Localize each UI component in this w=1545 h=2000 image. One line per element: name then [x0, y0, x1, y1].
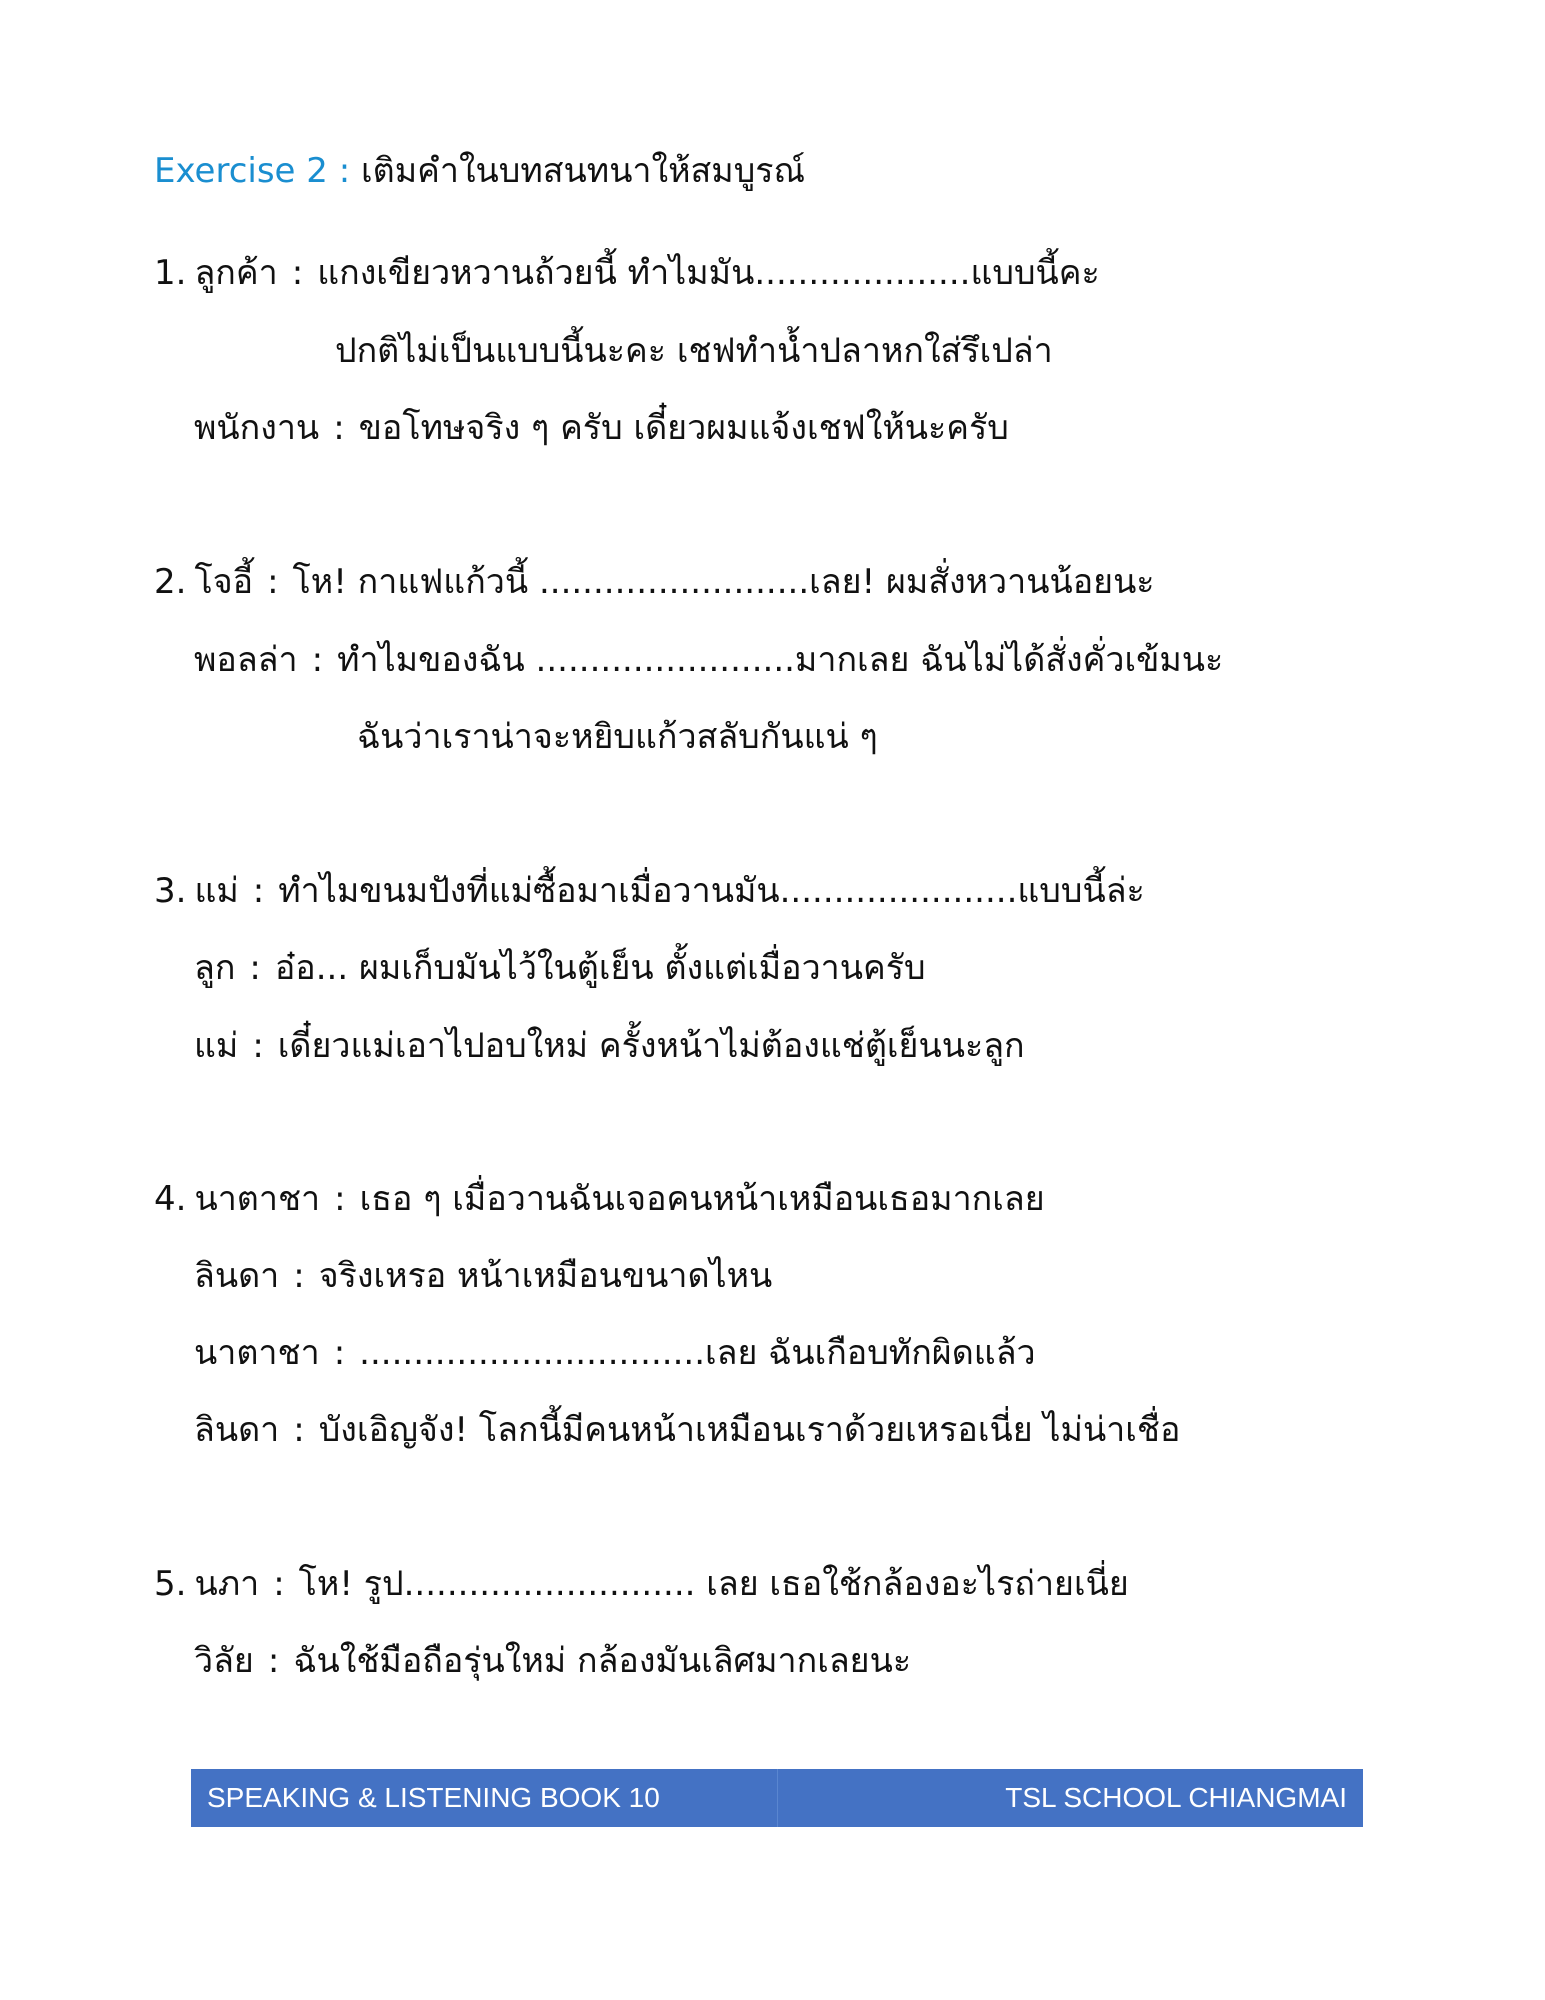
dialogue-text: บังเอิญจัง! โลกนี้มีคนหน้าเหมือนเราด้วยเหรอเนี่ย ไม่น่าเชื่อ — [318, 1410, 1181, 1450]
dialogue-text: ทำไมของฉัน ........................มากเลย ฉันไม่ได้สั่งคั่วเข้มนะ — [337, 640, 1224, 680]
dialogue-line — [194, 1328, 1036, 1378]
colon-separator: : — [252, 1026, 264, 1066]
dialogue-line — [194, 943, 926, 993]
speaker-name: แม่ — [194, 871, 239, 911]
dialogue-line — [154, 1559, 1129, 1609]
speaker-name: ลินดา — [194, 1410, 280, 1450]
dialogue-text: จริงเหรอ หน้าเหมือนขนาดไหน — [318, 1256, 773, 1296]
dialogue-line — [335, 326, 1053, 376]
footer-book-title: SPEAKING & LISTENING BOOK 10 — [191, 1769, 778, 1827]
colon-separator: : — [293, 1410, 305, 1450]
dialogue-text: แกงเขียวหวานถ้วยนี้ ทำไมมัน....................แบบนี้คะ — [317, 253, 1100, 293]
dialogue-text: ทำไมขนมปังที่แม่ซื้อมาเมื่อวานมัน......................แบบนี้ล่ะ — [278, 871, 1145, 911]
page-footer — [191, 1769, 1363, 1827]
dialogue-text: ................................เลย ฉันเกือบทักผิดแล้ว — [359, 1333, 1036, 1373]
dialogue-line — [194, 403, 1009, 453]
speaker-name: ลูกค้า — [194, 253, 278, 293]
exercise-instruction: เติมคำในบทสนทนาให้สมบูรณ์ — [361, 151, 806, 191]
dialogue-line — [357, 712, 878, 762]
colon-separator: : — [333, 408, 345, 448]
dialogue-line — [194, 635, 1223, 685]
dialogue-line — [154, 248, 1100, 298]
dialogue-line — [194, 1636, 911, 1686]
footer-school-name: TSL SCHOOL CHIANGMAI — [778, 1769, 1364, 1827]
speaker-name: นภา — [194, 1564, 260, 1604]
speaker-name: นาตาชา — [194, 1333, 320, 1373]
dialogue-line — [154, 557, 1155, 607]
dialogue-text: ฉันว่าเราน่าจะหยิบแก้วสลับกันแน่ ๆ — [357, 717, 878, 757]
speaker-name: พนักงาน — [194, 408, 320, 448]
colon-separator: : — [334, 1179, 346, 1219]
dialogue-text: เธอ ๆ เมื่อวานฉันเจอคนหน้าเหมือนเธอมากเลย — [359, 1179, 1045, 1219]
exercise-title — [154, 146, 805, 196]
colon-separator: : — [267, 562, 279, 602]
dialogue-text: อ๋อ... ผมเก็บมันไว้ในตู้เย็น ตั้งแต่เมื่อวานครับ — [274, 948, 926, 988]
dialogue-text: โห! รูป........................... เลย เธอใช้กล้องอะไรถ่ายเนี่ย — [298, 1564, 1129, 1604]
item-number: 4. — [154, 1179, 187, 1219]
dialogue-text: เดี๋ยวแม่เอาไปอบใหม่ ครั้งหน้าไม่ต้องแช่ตู้เย็นนะลูก — [277, 1026, 1025, 1066]
dialogue-text: โห! กาแฟแก้วนี้ .........................เลย! ผมสั่งหวานน้อยนะ — [292, 562, 1155, 602]
colon-separator: : — [249, 948, 261, 988]
speaker-name: ลินดา — [194, 1256, 280, 1296]
colon-separator: : — [267, 1641, 280, 1681]
dialogue-text: ปกติไม่เป็นแบบนี้นะคะ เชฟทำน้ำปลาหกใส่รึเปล่า — [335, 331, 1053, 371]
dialogue-line — [194, 1251, 772, 1301]
colon-separator: : — [273, 1564, 285, 1604]
speaker-name: โจอี้ — [194, 562, 254, 602]
speaker-name: แม่ — [194, 1026, 239, 1066]
exercise-label: Exercise 2 : — [154, 151, 351, 191]
dialogue-line — [154, 1174, 1045, 1224]
item-number: 2. — [154, 562, 187, 602]
dialogue-line — [194, 1021, 1025, 1071]
item-number: 5. — [154, 1564, 187, 1604]
speaker-name: พอลล่า — [194, 640, 298, 680]
colon-separator: : — [252, 871, 265, 911]
dialogue-text: ขอโทษจริง ๆ ครับ เดี๋ยวผมแจ้งเชฟให้นะครับ — [358, 408, 1009, 448]
item-number: 1. — [154, 253, 187, 293]
dialogue-line — [194, 1405, 1180, 1455]
colon-separator: : — [311, 640, 324, 680]
item-number: 3. — [154, 871, 187, 911]
speaker-name: ลูก — [194, 948, 236, 988]
speaker-name: วิลัย — [194, 1641, 254, 1681]
dialogue-text: ฉันใช้มือถือรุ่นใหม่ กล้องมันเลิศมากเลยนะ — [293, 1641, 912, 1681]
speaker-name: นาตาชา — [194, 1179, 321, 1219]
colon-separator: : — [293, 1256, 305, 1296]
colon-separator: : — [291, 253, 304, 293]
colon-separator: : — [333, 1333, 346, 1373]
dialogue-line — [154, 866, 1145, 916]
